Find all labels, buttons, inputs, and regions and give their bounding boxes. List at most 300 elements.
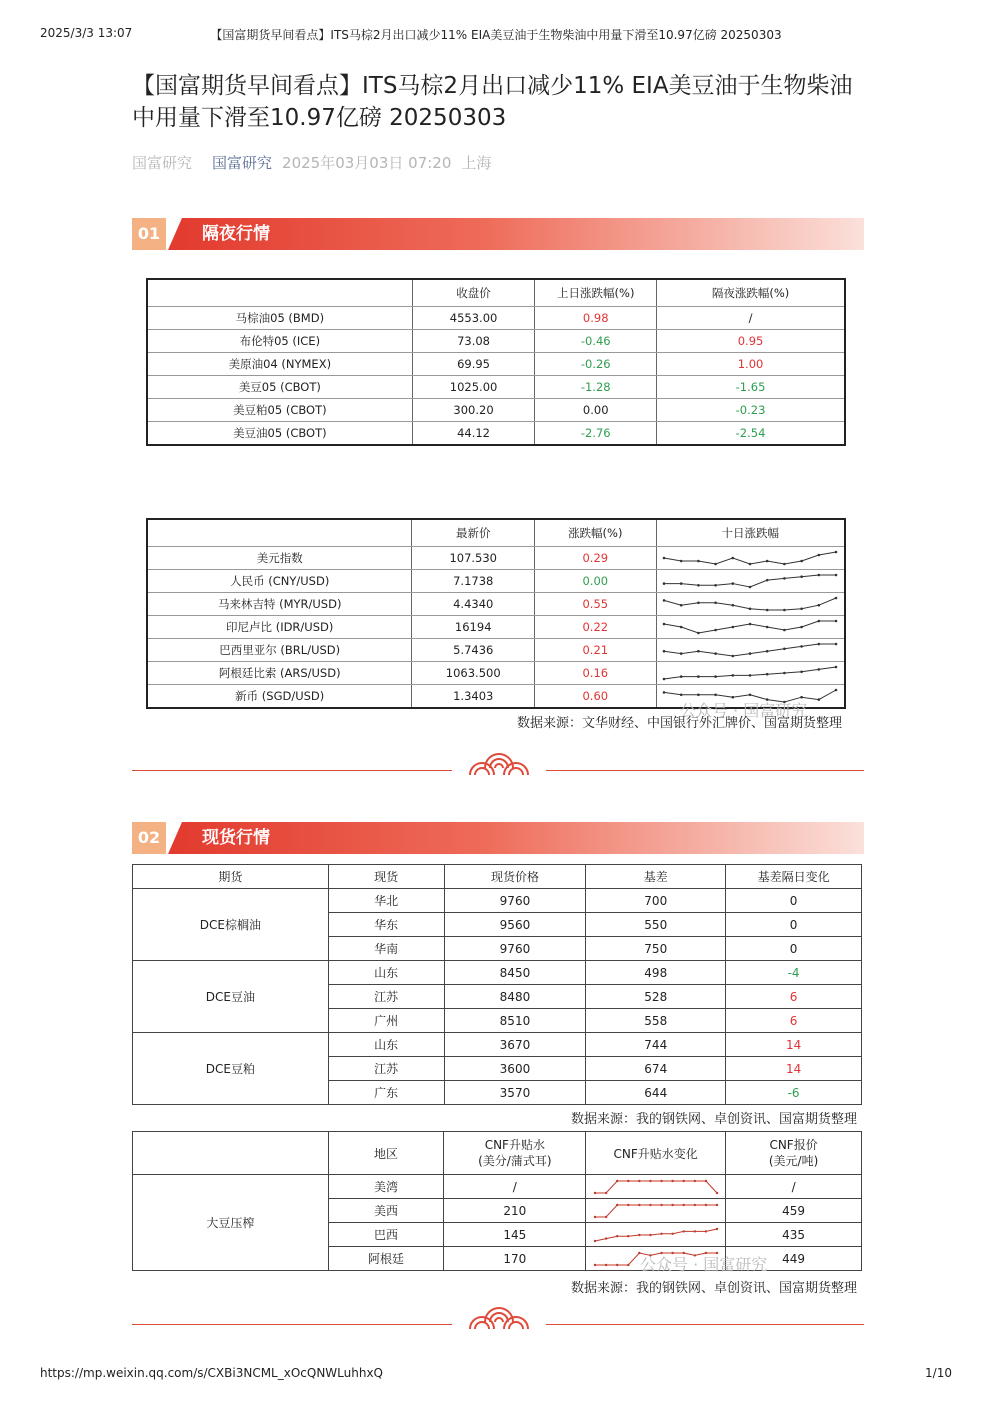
ten-day-spark-cell (656, 593, 845, 616)
table-row (147, 330, 845, 353)
instrument-name: 布伦特05 (ICE) (147, 330, 412, 353)
spark-point (835, 597, 838, 600)
region: 美湾 (328, 1175, 444, 1199)
basis: 644 (586, 1081, 726, 1105)
spark-point (835, 551, 838, 554)
spark-point (801, 645, 804, 648)
header-cell: 最新价 (412, 519, 535, 547)
cnf-quote: / (726, 1175, 862, 1199)
spark-point (715, 1191, 717, 1193)
overnight-change: 1.00 (657, 353, 845, 376)
spark-point (663, 557, 666, 560)
spark-point (627, 1235, 629, 1237)
spark-point (715, 563, 718, 566)
watermark: 公众号 · 国富研究 (640, 1255, 768, 1274)
print-tab-title: 【国富期货早间看点】ITS马棕2月出口减少11% EIA美豆油于生物柴油中用量下滑至10.97亿磅 20250303 (210, 28, 782, 42)
spark-point (783, 563, 786, 566)
spark-point (663, 691, 666, 694)
ten-day-sparkline (660, 548, 840, 568)
article-title: 【国富期货早间看点】ITS马棕2月出口减少11% EIA美豆油于生物柴油中用量下滑至10.97亿磅 20250303 (132, 73, 853, 131)
header-cell: 现货价格 (444, 865, 586, 889)
latest-price: 7.1738 (412, 570, 535, 593)
spark-point (749, 608, 752, 611)
spark-point (801, 560, 804, 563)
spark-point (749, 586, 752, 589)
spark-point (801, 608, 804, 611)
header-cell: 十日涨跌幅 (656, 519, 845, 547)
instrument-name: 美豆05 (CBOT) (147, 376, 412, 399)
spot-price: 8480 (444, 985, 586, 1009)
basis-change: 0 (726, 937, 862, 961)
change-pct: 0.21 (535, 639, 656, 662)
spark-point (680, 675, 683, 678)
spark-point (766, 579, 769, 582)
header-cell: CNF升贴水 (美分/蒲式耳) (444, 1132, 586, 1175)
section-number: 02 (132, 822, 166, 854)
currency-name: 阿根廷比索 (ARS/USD) (147, 662, 412, 685)
ten-day-sparkline (660, 617, 840, 637)
spark-point (663, 582, 666, 585)
spark-point (627, 1179, 629, 1181)
spark-point (766, 673, 769, 676)
section-header-2 (132, 822, 864, 854)
basis-change: -6 (726, 1081, 862, 1105)
spark-point (663, 650, 666, 653)
header-cell: 基差 (586, 865, 726, 889)
spark-point (671, 1203, 673, 1205)
prev-change: -0.46 (535, 330, 657, 353)
spark-point (732, 626, 735, 629)
latest-price: 4.4340 (412, 593, 535, 616)
table-header-row (147, 519, 845, 547)
cnf-change-spark-cell (586, 1175, 726, 1199)
spark-point (697, 584, 700, 587)
spark-point (649, 1233, 651, 1235)
table-header-row (147, 279, 845, 307)
section-bar (168, 822, 864, 854)
spark-point (680, 560, 683, 563)
spark-point (715, 602, 718, 605)
spark-point (593, 1215, 595, 1217)
change-pct: 0.60 (535, 685, 656, 709)
spot-region: 江苏 (328, 985, 444, 1009)
table-row (147, 353, 845, 376)
spark-point (749, 563, 752, 566)
spark-point (704, 1179, 706, 1181)
table-row (147, 639, 845, 662)
spark-line (595, 1229, 717, 1241)
spark-line (595, 1181, 717, 1193)
spark-point (818, 554, 821, 557)
spark-point (693, 1230, 695, 1232)
spark-point (783, 609, 786, 612)
spark-point (605, 1191, 607, 1193)
ten-day-spark-cell (656, 639, 845, 662)
spark-point (697, 694, 700, 697)
spark-point (818, 574, 821, 577)
spark-point (732, 582, 735, 585)
spark-point (693, 1203, 695, 1205)
cnf-premium: / (444, 1175, 586, 1199)
change-pct: 0.00 (535, 570, 656, 593)
ten-day-spark-cell (656, 547, 845, 570)
table-row (147, 570, 845, 593)
cnf-premium: 210 (444, 1199, 586, 1223)
spot-region: 山东 (328, 1033, 444, 1057)
cnf-sparkline (591, 1201, 721, 1221)
spark-point (766, 609, 769, 612)
divider-right (546, 1324, 864, 1325)
spark-point (732, 557, 735, 560)
spark-point (680, 582, 683, 585)
header-cell: CNF升贴水变化 (586, 1132, 726, 1175)
header-cell: 现货 (328, 865, 444, 889)
spark-point (749, 674, 752, 677)
currency-name: 巴西里亚尔 (BRL/USD) (147, 639, 412, 662)
instrument-name: 马棕油05 (BMD) (147, 307, 412, 330)
spark-point (680, 694, 683, 697)
spark-point (660, 1203, 662, 1205)
spark-line (664, 575, 836, 587)
basis: 550 (586, 913, 726, 937)
spark-point (715, 584, 718, 587)
data-source: 数据来源：文华财经、中国银行外汇牌价、国富期货整理 (516, 716, 842, 731)
basis: 498 (586, 961, 726, 985)
spark-point (818, 643, 821, 646)
spark-point (732, 604, 735, 607)
spark-point (766, 560, 769, 563)
spark-point (715, 629, 718, 632)
prev-change: -2.76 (535, 422, 657, 446)
table-header-row (133, 865, 862, 889)
spark-point (835, 643, 838, 646)
region: 美西 (328, 1199, 444, 1223)
spark-point (835, 689, 838, 692)
close-price: 4553.00 (412, 307, 535, 330)
spot-table (132, 864, 862, 1105)
fx-table (146, 518, 846, 709)
table-row (147, 662, 845, 685)
spark-point (616, 1235, 618, 1237)
print-page-number: 1/10 (925, 1366, 952, 1380)
spark-point (783, 672, 786, 675)
spark-point (638, 1203, 640, 1205)
table-row (147, 616, 845, 639)
prev-change: -0.26 (535, 353, 657, 376)
spark-point (605, 1263, 607, 1265)
spark-point (835, 620, 838, 623)
cloud-ornament-icon (468, 1302, 530, 1330)
table-header-row (133, 1132, 862, 1175)
divider-left (132, 1324, 452, 1325)
spot-price: 9760 (444, 937, 586, 961)
latest-price: 107.530 (412, 547, 535, 570)
spark-point (660, 1179, 662, 1181)
spark-point (638, 1233, 640, 1235)
currency-name: 新币 (SGD/USD) (147, 685, 412, 709)
futures-contract: DCE豆粕 (133, 1033, 329, 1105)
close-price: 44.12 (412, 422, 535, 446)
spot-price: 9560 (444, 913, 586, 937)
section-title: 隔夜行情 (202, 224, 270, 244)
currency-name: 马来林吉特 (MYR/USD) (147, 593, 412, 616)
spot-price: 9760 (444, 889, 586, 913)
publish-location: 上海 (461, 154, 492, 172)
overnight-table (146, 278, 846, 446)
futures-contract: DCE豆油 (133, 961, 329, 1033)
spark-point (749, 652, 752, 655)
ten-day-sparkline (660, 663, 840, 683)
spark-point (682, 1203, 684, 1205)
spark-point (818, 698, 821, 701)
section-title: 现货行情 (202, 828, 270, 848)
print-url: https://mp.weixin.qq.com/s/CXBi3NCML_xOcQNWLuhhxQ (40, 1366, 384, 1380)
header-cell: 期货 (133, 865, 329, 889)
currency-name: 人民币 (CNY/USD) (147, 570, 412, 593)
prev-change: -1.28 (535, 376, 657, 399)
spark-point (649, 1203, 651, 1205)
spark-point (783, 629, 786, 632)
table-row (147, 399, 845, 422)
spot-region: 华东 (328, 913, 444, 937)
overnight-change: 0.95 (657, 330, 845, 353)
header-cell: 地区 (328, 1132, 444, 1175)
table-row (147, 376, 845, 399)
spark-point (801, 626, 804, 629)
change-pct: 0.29 (535, 547, 656, 570)
close-price: 1025.00 (412, 376, 535, 399)
spark-point (680, 604, 683, 607)
section-bar (168, 218, 864, 250)
prev-change: 0.98 (535, 307, 657, 330)
data-source: 数据来源：我的钢铁网、卓创资讯、国富期货整理 (570, 1281, 857, 1296)
divider-left (132, 770, 452, 771)
cnf-premium: 145 (444, 1223, 586, 1247)
spot-region: 山东 (328, 961, 444, 985)
region: 巴西 (328, 1223, 444, 1247)
spark-point (704, 1203, 706, 1205)
latest-price: 1.3403 (412, 685, 535, 709)
spark-point (663, 678, 666, 681)
spark-point (818, 620, 821, 623)
watermark: 公众号 · 国富研究 (680, 701, 808, 720)
spark-point (818, 604, 821, 607)
header-cell: 涨跌幅(%) (535, 519, 656, 547)
spark-point (663, 599, 666, 602)
prev-change: 0.00 (535, 399, 657, 422)
spark-point (616, 1179, 618, 1181)
spark-point (715, 652, 718, 655)
table-row (147, 547, 845, 570)
basis-change: -4 (726, 961, 862, 985)
spark-point (732, 674, 735, 677)
ten-day-sparkline (660, 594, 840, 614)
spark-point (704, 1230, 706, 1232)
table-row (133, 889, 862, 913)
header-cell: 收盘价 (412, 279, 535, 307)
spark-point (682, 1230, 684, 1232)
spark-point (715, 675, 718, 678)
spark-point (605, 1215, 607, 1217)
basis: 744 (586, 1033, 726, 1057)
latest-price: 1063.500 (412, 662, 535, 685)
publish-date: 2025年03月03日 07:20 (282, 154, 452, 172)
table-row (133, 1175, 862, 1199)
header-cell: CNF报价 (美元/吨) (726, 1132, 862, 1175)
spark-line (595, 1205, 717, 1217)
basis: 528 (586, 985, 726, 1009)
spark-point (801, 671, 804, 674)
table-row (147, 307, 845, 330)
spark-point (715, 694, 718, 697)
change-pct: 0.55 (535, 593, 656, 616)
instrument-name: 美豆粕05 (CBOT) (147, 399, 412, 422)
ten-day-spark-cell (656, 616, 845, 639)
spark-point (697, 560, 700, 563)
spark-point (766, 650, 769, 653)
cnf-table (132, 1131, 862, 1271)
header-cell: 隔夜涨跌幅(%) (657, 279, 845, 307)
spark-point (680, 652, 683, 655)
cnf-change-spark-cell (586, 1223, 726, 1247)
spot-region: 广东 (328, 1081, 444, 1105)
ten-day-spark-cell (656, 570, 845, 593)
spark-point (715, 1203, 717, 1205)
basis: 558 (586, 1009, 726, 1033)
close-price: 73.08 (412, 330, 535, 353)
spot-region: 华北 (328, 889, 444, 913)
cnf-quote: 435 (726, 1223, 862, 1247)
spark-point (627, 1263, 629, 1265)
cnf-premium: 170 (444, 1247, 586, 1271)
basis-change: 0 (726, 889, 862, 913)
table-row (147, 422, 845, 446)
basis: 750 (586, 937, 726, 961)
change-pct: 0.22 (535, 616, 656, 639)
spark-point (697, 632, 700, 635)
spot-region: 华南 (328, 937, 444, 961)
spark-point (605, 1237, 607, 1239)
spark-point (638, 1179, 640, 1181)
spark-point (660, 1232, 662, 1234)
ten-day-sparkline (660, 640, 840, 660)
region: 阿根廷 (328, 1247, 444, 1271)
futures-contract: DCE棕榈油 (133, 889, 329, 961)
spark-point (732, 655, 735, 658)
basis: 700 (586, 889, 726, 913)
cnf-sparkline (591, 1225, 721, 1245)
header-cell (147, 519, 412, 547)
spark-line (664, 552, 836, 564)
crush-group: 大豆压榨 (133, 1175, 329, 1271)
spark-point (783, 648, 786, 651)
spark-point (766, 626, 769, 629)
spark-point (649, 1179, 651, 1181)
spark-point (697, 650, 700, 653)
spark-point (627, 1203, 629, 1205)
spark-point (593, 1263, 595, 1265)
instrument-name: 美豆油05 (CBOT) (147, 422, 412, 446)
spot-price: 3600 (444, 1057, 586, 1081)
currency-name: 美元指数 (147, 547, 412, 570)
basis-change: 6 (726, 985, 862, 1009)
basis-change: 14 (726, 1033, 862, 1057)
spot-region: 广州 (328, 1009, 444, 1033)
spot-region: 江苏 (328, 1057, 444, 1081)
currency-name: 印尼卢比 (IDR/USD) (147, 616, 412, 639)
header-cell (147, 279, 412, 307)
basis-change: 0 (726, 913, 862, 937)
spot-price: 8510 (444, 1009, 586, 1033)
section-header-1 (132, 218, 864, 250)
spark-point (671, 1232, 673, 1234)
spark-point (593, 1239, 595, 1241)
spark-point (749, 694, 752, 697)
basis-change: 6 (726, 1009, 862, 1033)
spark-point (783, 577, 786, 580)
latest-price: 16194 (412, 616, 535, 639)
overnight-change: -2.54 (657, 422, 845, 446)
header-cell (133, 1132, 329, 1175)
spark-point (715, 1227, 717, 1229)
print-datetime: 2025/3/3 13:07 (40, 26, 133, 40)
spark-point (693, 1179, 695, 1181)
table-row (147, 593, 845, 616)
table-row (133, 1033, 862, 1057)
spark-point (616, 1263, 618, 1265)
spark-line (664, 667, 836, 679)
article-author: 国富研究 (132, 154, 193, 172)
cnf-sparkline (591, 1177, 721, 1197)
spot-price: 3570 (444, 1081, 586, 1105)
spark-point (801, 575, 804, 578)
overnight-change: -0.23 (657, 399, 845, 422)
header-cell: 上日涨跌幅(%) (535, 279, 657, 307)
table-row (133, 961, 862, 985)
section-number: 01 (132, 218, 166, 250)
close-price: 300.20 (412, 399, 535, 422)
spark-point (835, 666, 838, 669)
overnight-change: -1.65 (657, 376, 845, 399)
overnight-change: / (657, 307, 845, 330)
data-source: 数据来源：我的钢铁网、卓创资讯、国富期货整理 (570, 1112, 857, 1127)
spark-point (593, 1191, 595, 1193)
ten-day-spark-cell (656, 662, 845, 685)
basis-change: 14 (726, 1057, 862, 1081)
ten-day-sparkline (660, 571, 840, 591)
basis: 674 (586, 1057, 726, 1081)
spark-point (697, 602, 700, 605)
spark-point (749, 623, 752, 626)
spark-point (818, 668, 821, 671)
latest-price: 5.7436 (412, 639, 535, 662)
cnf-quote: 459 (726, 1199, 862, 1223)
article-meta (132, 152, 501, 173)
spark-point (616, 1203, 618, 1205)
spark-point (680, 626, 683, 629)
account-link[interactable]: 国富研究 (212, 154, 273, 172)
spot-price: 3670 (444, 1033, 586, 1057)
spot-price: 8450 (444, 961, 586, 985)
spark-point (697, 675, 700, 678)
spark-point (835, 574, 838, 577)
change-pct: 0.16 (535, 662, 656, 685)
cnf-change-spark-cell (586, 1199, 726, 1223)
divider-right (546, 770, 864, 771)
header-cell: 基差隔日变化 (726, 865, 862, 889)
instrument-name: 美原油04 (NYMEX) (147, 353, 412, 376)
spark-point (663, 623, 666, 626)
